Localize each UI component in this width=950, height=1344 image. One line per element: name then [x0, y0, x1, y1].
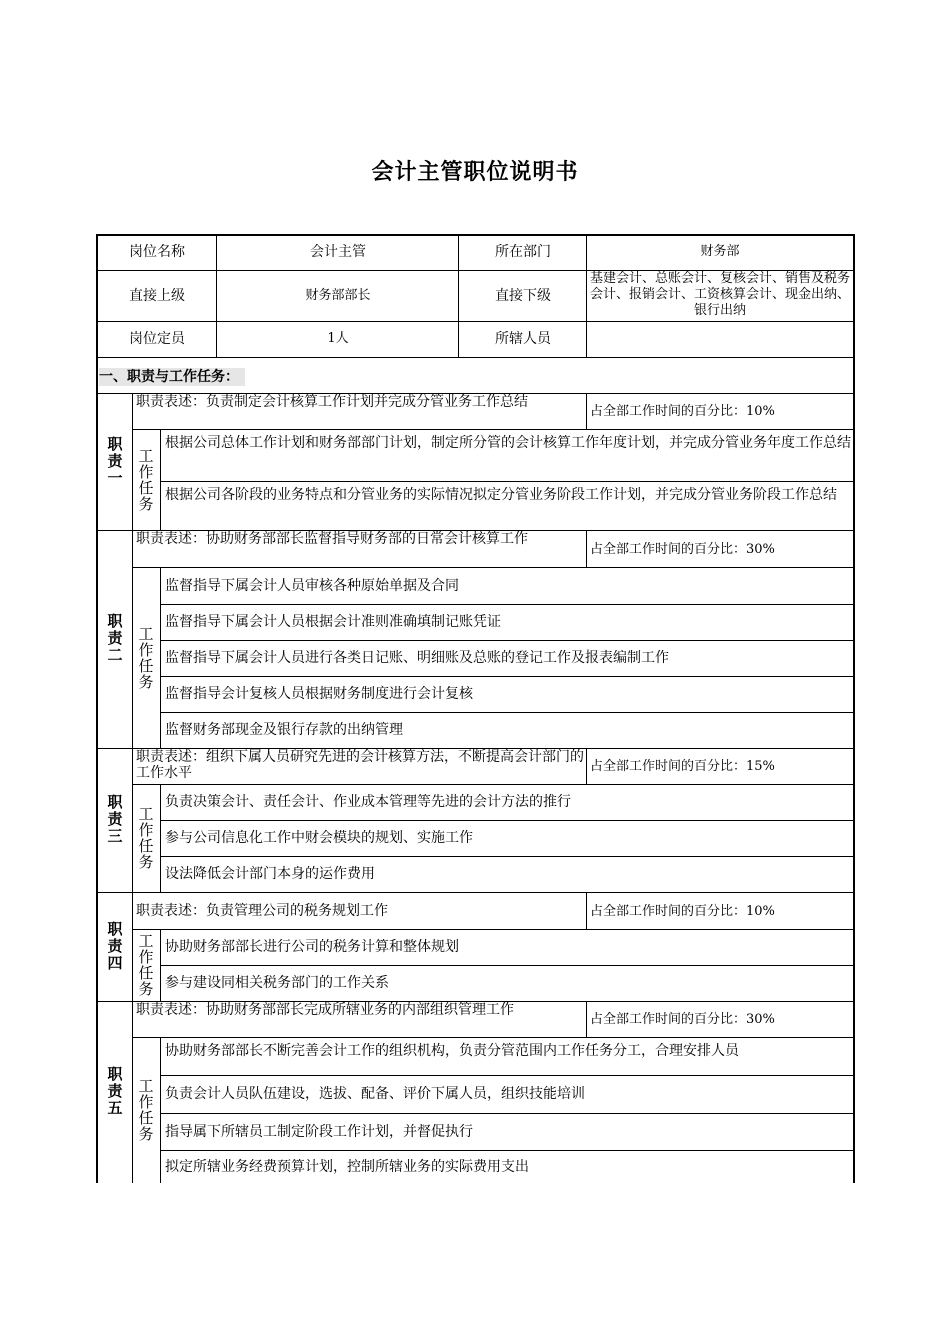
duty-label-char: 职 [107, 920, 123, 938]
duty-percent: 占全部工作时间的百分比：10% [590, 904, 775, 919]
dept-label: 所在部门 [495, 244, 551, 260]
post-name-label: 岗位名称 [129, 244, 185, 260]
task-item: 负责会计人员队伍建设，选拔、配备、评价下属人员，组织技能培训 [165, 1086, 585, 1102]
duty-statement: 职责表述：组织下属人员研究先进的会计核算方法，不断提高会计部门的工作水平 [136, 749, 584, 781]
headcount-value: 1人 [327, 331, 349, 346]
task-item: 参与建设同相关税务部门的工作关系 [165, 975, 389, 991]
dept-value: 财务部 [700, 244, 740, 259]
table-border [96, 892, 853, 893]
subordinate-value: 基建会计、总账会计、复核会计、销售及税务会计、报销会计、工资核算会计、现金出纳、银行出纳 [589, 271, 850, 318]
table-border [96, 321, 853, 322]
table-border [160, 712, 853, 713]
duty-label-char: 职 [107, 612, 123, 630]
task-item: 设法降低会计部门本身的运作费用 [165, 866, 375, 882]
task-item: 监督财务部现金及银行存款的出纳管理 [165, 722, 403, 738]
table-border [160, 1150, 853, 1151]
headcount-label: 岗位定员 [129, 331, 185, 347]
table-border [853, 234, 855, 1183]
table-border [586, 748, 587, 784]
table-border [586, 1001, 587, 1037]
duty-label [106, 436, 124, 487]
superior-label: 直接上级 [129, 288, 185, 304]
table-border [160, 676, 853, 677]
task-label [138, 933, 154, 997]
duty-label-char: 四 [107, 954, 123, 972]
duty-percent: 占全部工作时间的百分比：30% [590, 542, 775, 557]
task-item: 监督指导下属会计人员进行各类日记账、明细账及总账的登记工作及报表编制工作 [165, 650, 669, 666]
table-border [132, 393, 133, 530]
task-label-text: 工作任务 [138, 932, 154, 998]
duty-label-char: 责 [107, 1082, 123, 1100]
duty-label-char: 职 [107, 1065, 123, 1083]
task-item: 根据公司各阶段的业务特点和分管业务的实际情况拟定分管业务阶段工作计划，并完成分管业务阶段工作总结 [165, 487, 837, 503]
table-border [132, 567, 853, 568]
task-item: 监督指导下属会计人员审核各种原始单据及合同 [165, 578, 459, 594]
duty-percent: 占全部工作时间的百分比：15% [590, 759, 775, 774]
duty-label [106, 794, 124, 845]
duty-percent: 占全部工作时间的百分比：10% [590, 404, 775, 419]
duty-label [106, 1066, 124, 1117]
post-name-value: 会计主管 [310, 244, 366, 260]
task-item: 监督指导下属会计人员根据会计准则准确填制记账凭证 [165, 614, 501, 630]
table-border [132, 1001, 133, 1183]
task-item: 参与公司信息化工作中财会模块的规划、实施工作 [165, 830, 473, 846]
task-item: 根据公司总体工作计划和财务部部门计划，制定所分管的会计核算工作年度计划，并完成分管业务年度工作总结 [165, 435, 851, 451]
table-border [160, 1075, 853, 1076]
task-label-text: 工作任务 [138, 1077, 154, 1143]
duty-label-char: 职 [107, 435, 123, 453]
duty-statement: 职责表述：协助财务部部长监督指导财务部的日常会计核算工作 [136, 531, 528, 547]
superior-value: 财务部部长 [305, 288, 371, 303]
section-heading: 一、职责与工作任务： [99, 368, 245, 386]
table-border [216, 234, 217, 357]
duty-label-char: 责 [107, 452, 123, 470]
table-border [132, 929, 853, 930]
duty-label-char: 责 [107, 937, 123, 955]
task-label [138, 806, 154, 870]
duty-statement: 职责表述：协助财务部部长完成所辖业务的内部组织管理工作 [136, 1002, 514, 1018]
table-border [458, 234, 459, 357]
table-border [586, 892, 587, 929]
table-border [160, 1037, 161, 1183]
duty-label-char: 一 [107, 469, 123, 487]
table-border [160, 567, 161, 748]
duty-label-char: 二 [107, 646, 123, 664]
table-border [160, 429, 161, 530]
table-border [132, 892, 133, 1001]
table-border [160, 640, 853, 641]
duty-label-char: 责 [107, 629, 123, 647]
table-border [96, 234, 98, 1183]
table-border [132, 748, 133, 892]
duty-label [106, 613, 124, 664]
table-border [132, 530, 133, 748]
task-label-text: 工作任务 [138, 447, 154, 513]
duty-label-char: 三 [107, 827, 123, 845]
duty-label [106, 921, 124, 972]
table-border [96, 357, 853, 358]
table-border [96, 234, 853, 236]
table-border [160, 965, 853, 966]
task-label-text: 工作任务 [138, 625, 154, 691]
task-item: 监督指导会计复核人员根据财务制度进行会计复核 [165, 686, 473, 702]
duty-percent: 占全部工作时间的百分比：30% [590, 1012, 775, 1027]
table-border [586, 393, 587, 429]
task-item: 指导属下所辖员工制定阶段工作计划，并督促执行 [165, 1124, 473, 1140]
task-item: 协助财务部部长进行公司的税务计算和整体规划 [165, 939, 459, 955]
managed-label: 所辖人员 [495, 331, 551, 347]
table-border [160, 1113, 853, 1114]
task-label [138, 448, 154, 512]
duty-label-char: 责 [107, 810, 123, 828]
table-border [160, 784, 161, 892]
task-label [138, 1078, 154, 1142]
duty-statement: 职责表述：负责管理公司的税务规划工作 [136, 903, 388, 919]
duty-statement: 职责表述：负责制定会计核算工作计划并完成分管业务工作总结 [136, 394, 528, 410]
table-border [160, 856, 853, 857]
duty-label-char: 职 [107, 793, 123, 811]
table-border [132, 784, 853, 785]
page-title: 会计主管职位说明书 [371, 160, 579, 185]
task-item: 负责决策会计、责任会计、作业成本管理等先进的会计方法的推行 [165, 794, 571, 810]
duty-label-char: 五 [107, 1099, 123, 1117]
table-border [160, 820, 853, 821]
table-border [160, 604, 853, 605]
task-item: 拟定所辖业务经费预算计划，控制所辖业务的实际费用支出 [165, 1159, 529, 1175]
table-border [586, 530, 587, 567]
task-item: 协助财务部部长不断完善会计工作的组织机构，负责分管范围内工作任务分工，合理安排人员 [165, 1043, 739, 1059]
task-label-text: 工作任务 [138, 805, 154, 871]
table-border [586, 234, 587, 357]
task-label [138, 626, 154, 690]
subordinate-label: 直接下级 [495, 288, 551, 304]
